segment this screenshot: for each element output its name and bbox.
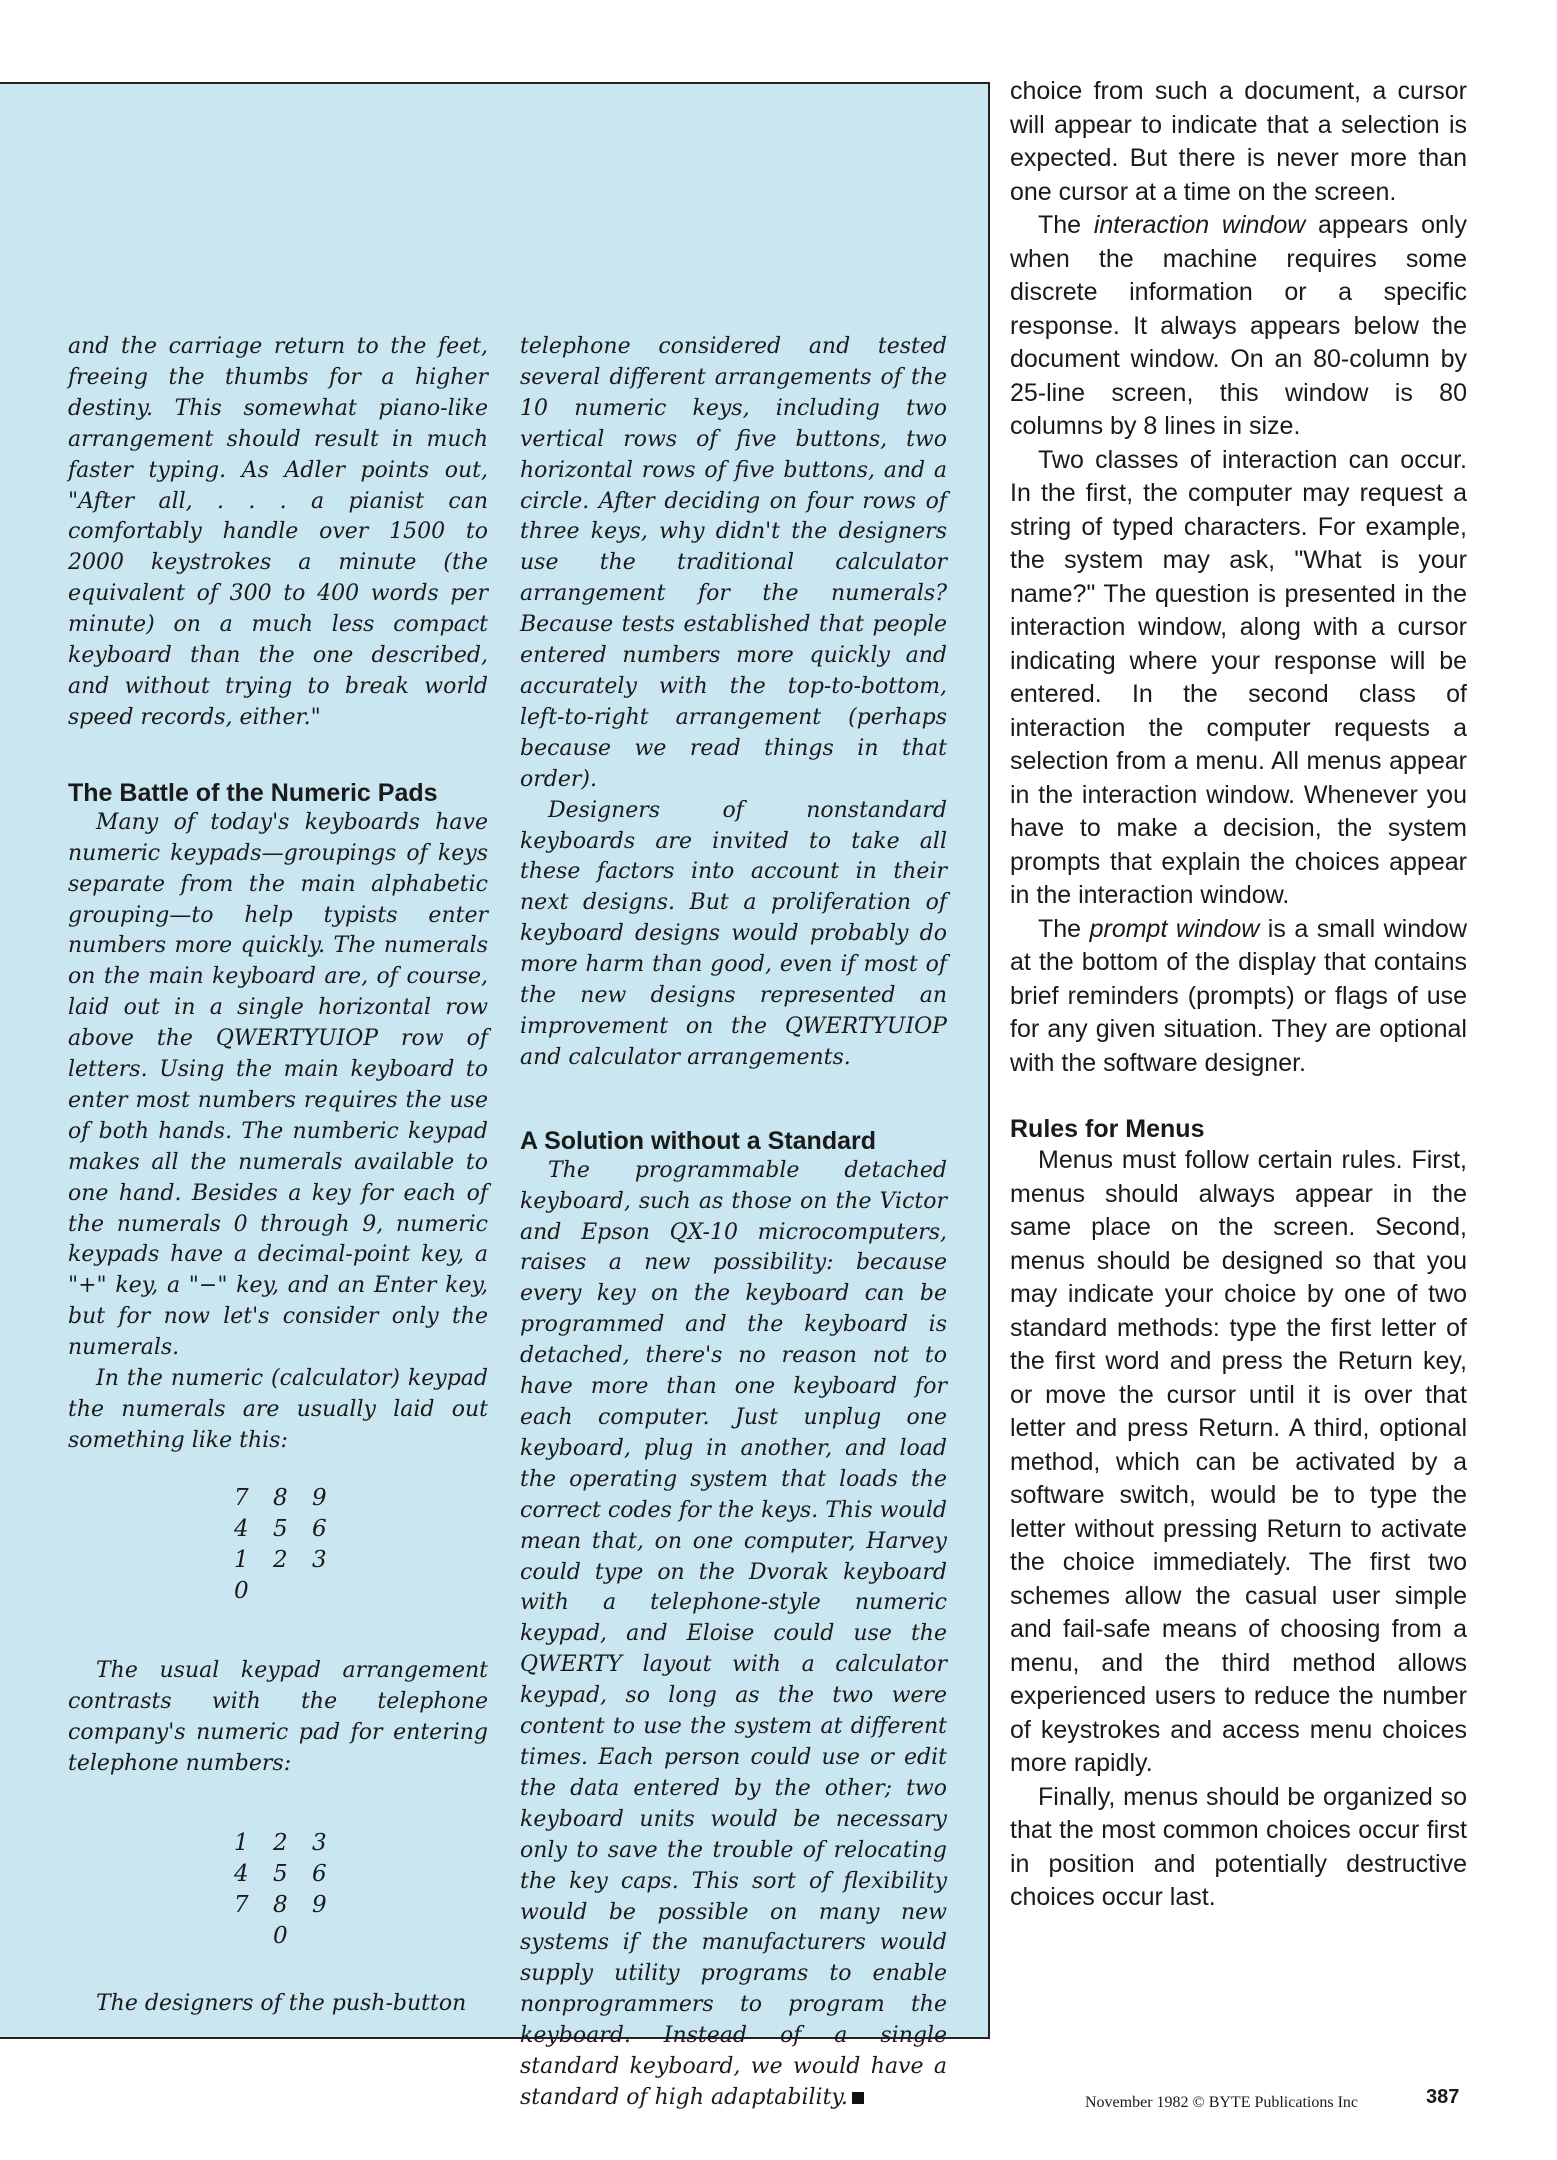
keypad-key: [234, 1921, 273, 1952]
page-number: 387: [1426, 2086, 1460, 2108]
paragraph: choice from such a document, a cursor will appear to indicate that a selection is expected. But there is never more than one cursor at a time on the screen.: [1010, 77, 1467, 206]
paragraph: The usual keypad arrangement contrasts with the telephone company's numeric pad for entering telephone numbers:: [68, 1658, 488, 1776]
paragraph: In the numeric (calculator) keypad the numerals are usually laid out something like this:: [68, 1366, 488, 1453]
sidebar-column-right: [520, 332, 947, 2114]
keypad-key: 7: [234, 1485, 249, 1511]
paragraph: [1010, 913, 1467, 1081]
keypad-row: [234, 1859, 351, 1890]
paragraph: Designers of nonstandard keyboards are invited to take all these factors into account in their next designs. But a proliferation of keyboard designs would probably do more harm than good, even if most of the new designs represented an improvement on the QWERTYUIOP and calculator arrangements.: [520, 797, 947, 1070]
paragraph-text: The programmable detached keyboard, such as those on the Victor and Epson QX-10 microcomputers, raises a new possibility: because every key on the keyboard can be programmed and the keyboard is detached, there's no reason not to have more than one keyboard for each computer. Just unplug one keyboard, plug in another, and load the operating system that loads the correct codes for the keys. This would mean that, on one computer, Harvey could type on the Dvorak keyboard with a telephone-style numeric keypad, and Eloise could use the QWERTY layout with a calculator keypad, so long as the two were content to use the system at different times. Each person could use or edit the data entered by the other; two keyboard units would be necessary only to save the trouble of relocating the key caps. This sort of flexibility would be possible on many new systems if the manufacturers would supply utility programs to enable nonprogrammers to program the keyboard. Instead of a single standard keyboard, we would have a standard of high adaptability.: [520, 1157, 947, 2110]
keypad-row: [234, 1545, 351, 1576]
section-heading: Rules for Menus: [1010, 1115, 1205, 1143]
keypad-key: 7: [234, 1892, 249, 1918]
keypad-key: 0: [273, 1923, 288, 1949]
term: prompt window: [1089, 914, 1260, 943]
main-column: [1010, 75, 1467, 1915]
paragraph: telephone considered and tested several different arrangements of the 10 numeric keys, including two vertical rows of five buttons, two horizontal rows of five buttons, and a circle. After deciding on four rows of three keys, why didn't the designers use the traditional calculator arrangement for the numerals? Because tests established that people entered numbers more quickly and accurately with the top-to-bottom, left-to-right arrangement (perhaps because we read things in that order).: [520, 334, 947, 792]
keypad-key: 9: [312, 1892, 327, 1918]
telephone-keypad-layout: [234, 1828, 351, 1952]
keypad-row: [234, 1514, 351, 1545]
keypad-key: 6: [312, 1861, 327, 1887]
keypad-key: 5: [273, 1861, 288, 1887]
keypad-key: 4: [234, 1861, 249, 1887]
keypad-row: [234, 1890, 351, 1921]
keypad-key: 3: [312, 1830, 327, 1856]
keypad-key: 9: [312, 1485, 327, 1511]
paragraph: Finally, menus should be organized so that the most common choices occur first in position and potentially destructive choices occur last.: [1010, 1782, 1467, 1911]
calculator-keypad-layout: [234, 1483, 351, 1607]
keypad-key: 5: [273, 1516, 288, 1542]
section-heading: The Battle of the Numeric Pads: [68, 778, 438, 807]
sidebar-column-left: [68, 332, 488, 1457]
keypad-key: 1: [234, 1830, 249, 1856]
keypad-key: 2: [273, 1830, 288, 1856]
sidebar-column-left-lower: [68, 1656, 488, 1780]
keypad-row: [234, 1828, 351, 1859]
paragraph: Two classes of interaction can occur. In the first, the computer may request a string of typed characters. For example, the system may ask, "What is your name?" The question is presented in the interaction window, along with a cursor indicating where your response will be entered. In the second class of interaction the computer requests a selection from a menu. All menus appear in the interaction window. Whenever you have to make a decision, the system prompts that explain the choices appear in the interaction window.: [1010, 445, 1467, 909]
keypad-key: 8: [273, 1485, 288, 1511]
keypad-row: [234, 1576, 351, 1607]
text: The: [1038, 211, 1094, 239]
end-of-article-mark: [852, 2092, 864, 2104]
text: The: [1038, 914, 1090, 943]
keypad-key: 2: [273, 1547, 288, 1573]
footer-credit: November 1982 © BYTE Publications Inc: [1085, 2094, 1358, 2111]
text: appears only when the machine requires some discrete information or a specific response. It always appears below the document window. On an 80-column by 25-line screen, this window is 80 columns by 8 lines in size.: [1010, 211, 1467, 440]
paragraph: [1010, 209, 1467, 444]
keypad-key: 6: [312, 1516, 327, 1542]
keypad-row: [234, 1921, 351, 1952]
keypad-key: 3: [312, 1547, 327, 1573]
section-heading: A Solution without a Standard: [520, 1126, 876, 1155]
sidebar-column-left-end: [68, 1989, 488, 2020]
keypad-key: 0: [234, 1578, 249, 1604]
paragraph: [520, 1156, 947, 2114]
term: interaction window: [1093, 211, 1306, 239]
keypad-key: 4: [234, 1516, 249, 1542]
paragraph: The designers of the push-button: [96, 1991, 467, 2016]
text: is a small window at the bottom of the display that contains brief reminders (prompts) or flags of use for any given situation. They are optional with the software designer.: [1010, 914, 1467, 1077]
keypad-key: 8: [273, 1892, 288, 1918]
paragraph: Many of today's keyboards have numeric keypads—groupings of keys separate from the main alphabetic grouping—to help typists enter numbers more quickly. The numerals on the main keyboard are, of course, laid out in a single horizontal row above the QWERTYUIOP row of letters. Using the main keyboard to enter most numbers requires the use of both hands. The numberic keypad makes all the numerals available to one hand. Besides a key for each of the numerals 0 through 9, numeric keypads have a decimal-point key, a "+" key, a "−" key, and an Enter key, but for now let's consider only the numerals.: [68, 809, 488, 1361]
paragraph: Menus must follow certain rules. First, menus should always appear in the same place on the screen. Second, menus should be designed so that you may indicate your choice by one of two standard methods: type the first letter of the first word and press the Return key, or move the cursor until it is over that letter and press Return. A third, optional method, which can be activated by a software switch, would be to type the letter without pressing Return to activate the choice immediately. The first two schemes allow the casual user simple and fail-safe means of choosing from a menu, and the third method allows experienced users to reduce the number of keystrokes and access menu choices more rapidly.: [1010, 1146, 1467, 1777]
paragraph: and the carriage return to the feet, freeing the thumbs for a higher destiny. This somewhat piano-like arrangement should result in much faster typing. As Adler points out, "After all, . . . a pianist can comfortably handle over 1500 to 2000 keystrokes a minute (the equivalent of 300 to 400 words per minute) on a much less compact keyboard than the one described, and without trying to break world speed records, either.": [68, 334, 488, 730]
keypad-row: [234, 1483, 351, 1514]
keypad-key: 1: [234, 1547, 249, 1573]
